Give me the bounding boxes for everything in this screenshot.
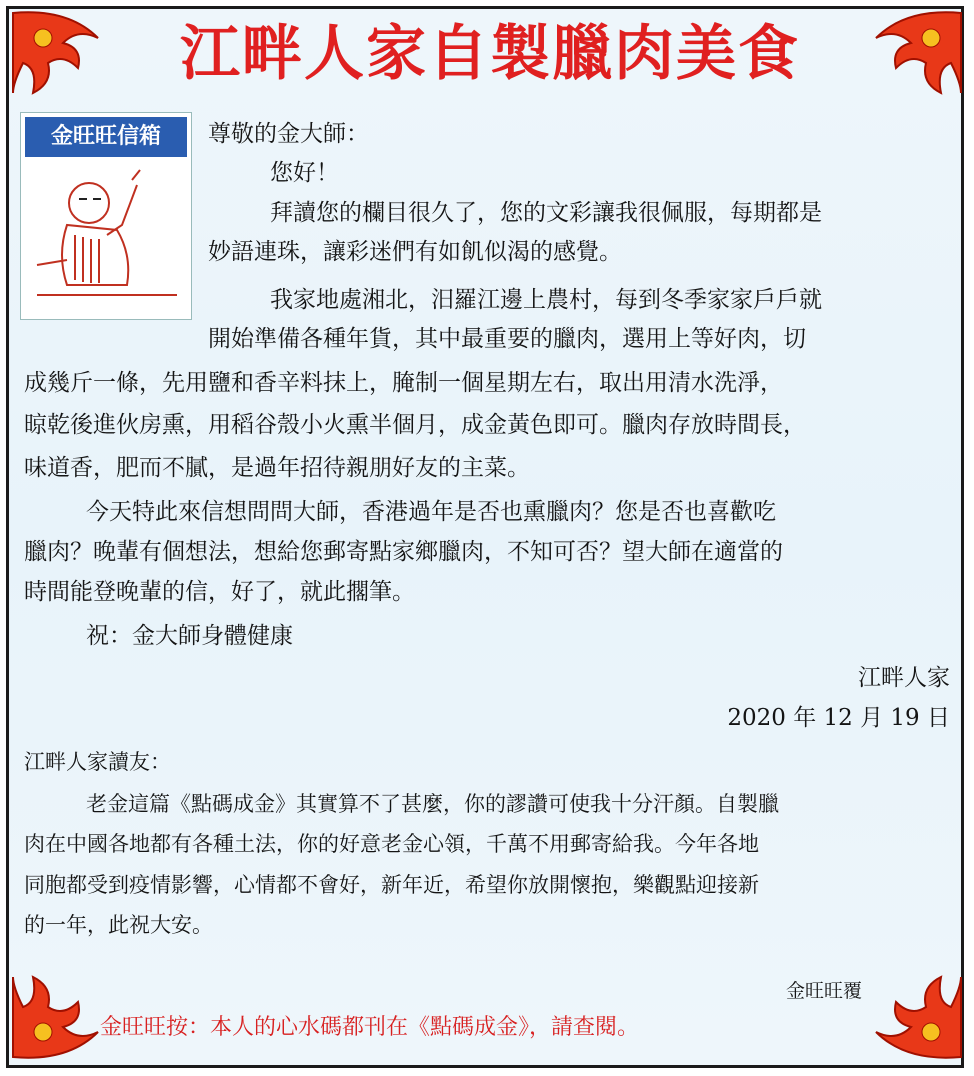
corner-ornament-top-right — [856, 8, 966, 98]
letter-date: 2020 年 12 月 19 日 — [727, 705, 950, 731]
corner-ornament-top-left — [8, 8, 118, 98]
letter-greeting: 您好！ — [270, 160, 339, 186]
reply-line: 老金這篇《點碼成金》其實算不了甚麼，你的謬讚可使我十分汗顏。自製臘 — [86, 792, 779, 816]
page-title: 江畔人家自製臘肉美食 — [180, 19, 800, 89]
reply-line: 肉在中國各地都有各種土法，你的好意老金心領，千萬不用郵寄給我。今年各地 — [24, 832, 759, 856]
reply-line: 同胞都受到疫情影響，心情都不會好，新年近，希望你放開懷抱，樂觀點迎接新 — [24, 873, 759, 897]
letter-line: 妙語連珠，讓彩迷們有如飢似渴的感覺。 — [208, 239, 622, 265]
letter-line: 今天特此來信想問問大師，香港過年是否也熏臘肉？您是否也喜歡吃 — [86, 499, 776, 525]
letter-signature: 江畔人家 — [858, 665, 950, 691]
corner-ornament-bottom-right — [856, 972, 966, 1062]
letter-line: 我家地處湘北，汨羅江邊上農村，每到冬季家家戶戶就 — [270, 287, 822, 313]
letter-salutation: 尊敬的金大師： — [208, 121, 369, 147]
letter-line: 晾乾後進伙房熏，用稻谷殼小火熏半個月，成金黃色即可。臘肉存放時間長， — [24, 412, 806, 438]
letter-line: 成幾斤一條，先用鹽和香辛料抹上，腌制一個星期左右，取出用清水洗淨， — [24, 370, 783, 396]
reply-signature: 金旺旺覆 — [786, 980, 863, 1002]
letter-line: 味道香，肥而不膩，是過年招待親朋好友的主菜。 — [24, 455, 530, 481]
reply-salutation: 江畔人家讀友： — [24, 750, 171, 774]
reply-line: 的一年，此祝大安。 — [24, 913, 213, 937]
letter-line: 拜讀您的欄目很久了，您的文彩讓我很佩服，每期都是 — [270, 200, 822, 226]
mailbox-label: 金旺旺信箱 — [25, 117, 187, 157]
letter-line: 臘肉？晚輩有個想法，想給您郵寄點家鄉臘肉，不知可否？望大師在適當的 — [24, 539, 783, 565]
letter-line: 開始準備各種年貨，其中最重要的臘肉，選用上等好肉，切 — [208, 326, 806, 352]
letter-line: 時間能登晚輩的信，好了，就此擱筆。 — [24, 579, 415, 605]
mailbox-logo — [20, 112, 192, 320]
writer-illustration-icon — [27, 165, 187, 315]
footnote: 金旺旺按：本人的心水碼都刊在《點碼成金》，請查閱。 — [100, 1015, 640, 1040]
letter-closing: 祝：金大師身體健康 — [86, 623, 293, 649]
